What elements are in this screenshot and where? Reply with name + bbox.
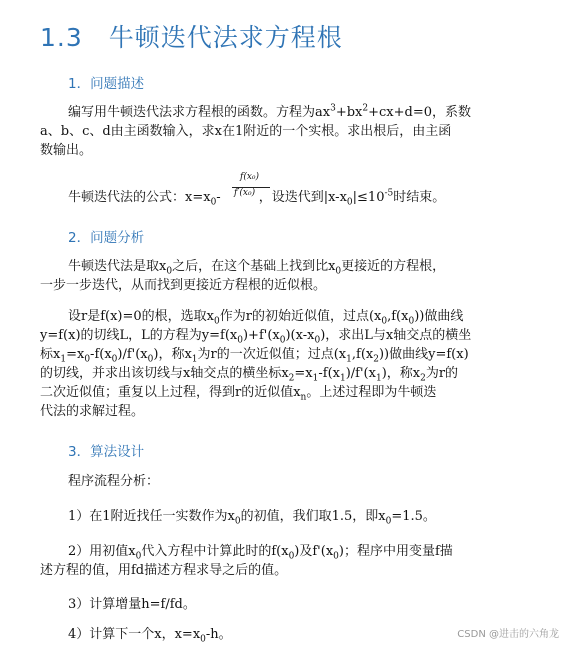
- section-heading-problem-description: 1．问题描述: [68, 76, 145, 92]
- description-line-1: 编写用牛顿迭代法求方程根的函数。方程为$ax^3+bx^2+cx+d=0$，系数: [68, 103, 471, 120]
- formula-line: 牛顿迭代法的公式：$x=x_0-$ ，设迭代到$|x-x_0|\le 10^{-5}$时结束。: [68, 188, 446, 208]
- analysis2-line-4: 的切线，并求出该切线与x轴交点的横坐标$x_2=x_1-f(x_1)/f'(x_1)$，称$x_2$为r的: [40, 366, 459, 384]
- design-step-4: 4）计算下一个x，$x=x_0-h$。: [68, 627, 232, 645]
- analysis2-line-6: 代法的求解过程。: [40, 404, 145, 419]
- section-heading-algorithm-design: 3．算法设计: [68, 444, 145, 460]
- description-line-2: a、b、c、d由主函数输入，求x在1附近的一个实根。求出根后，由主函: [40, 124, 452, 139]
- analysis2-line-2: y=f(x)的切线L，L的方程为$y=f(x_0)+f'(x_0)(x-x_0)$，求出L与x轴交点的横坐: [40, 328, 472, 346]
- page-title: 1.3 牛顿迭代法求方程根: [40, 23, 343, 52]
- description-line-3: 数输出。: [40, 143, 93, 158]
- formula-numerator: f(x₀): [240, 172, 260, 182]
- analysis2-line-3: 标$x_1=x_0-f(x_0)/f'(x_0)$，称$x_1$为r的一次近似值；过点$(x_1,f(x_2))$做曲线y=f(x): [40, 347, 469, 365]
- formula-denominator: f′(x₀): [234, 188, 256, 198]
- design-intro: 程序流程分析：: [68, 474, 160, 489]
- watermark: CSDN @进击的六角龙: [457, 629, 559, 640]
- design-step-2-line-2: 述方程的值，用fd描述方程求导之后的值。: [40, 563, 288, 578]
- design-step-1: 1）在1附近找任一实数作为$x_0$的初值，我们取1.5，即$x_0=1.5$。: [68, 509, 436, 527]
- analysis2-line-1: 设r是f(x)=0的根，选取$x_0$作为r的初始近似值，过点$(x_0,f(x_0))$做曲线: [68, 309, 464, 327]
- analysis-line-1: 牛顿迭代法是取$x_0$之后，在这个基础上找到比$x_0$更接近的方程根，: [68, 259, 446, 277]
- design-step-3: 3）计算增量h=f/fd。: [68, 597, 196, 612]
- analysis2-line-5: 二次近似值；重复以上过程，得到r的近似值$x_n$。上述过程即为牛顿迭: [40, 385, 437, 403]
- section-heading-problem-analysis: 2．问题分析: [68, 230, 145, 246]
- analysis-line-2: 一步一步迭代，从而找到更接近方程根的近似根。: [40, 278, 327, 293]
- design-step-2: 2）用初值$x_0$代入方程中计算此时的$f(x_0)$及$f'(x_0)$；程序中用变量f描: [68, 544, 453, 562]
